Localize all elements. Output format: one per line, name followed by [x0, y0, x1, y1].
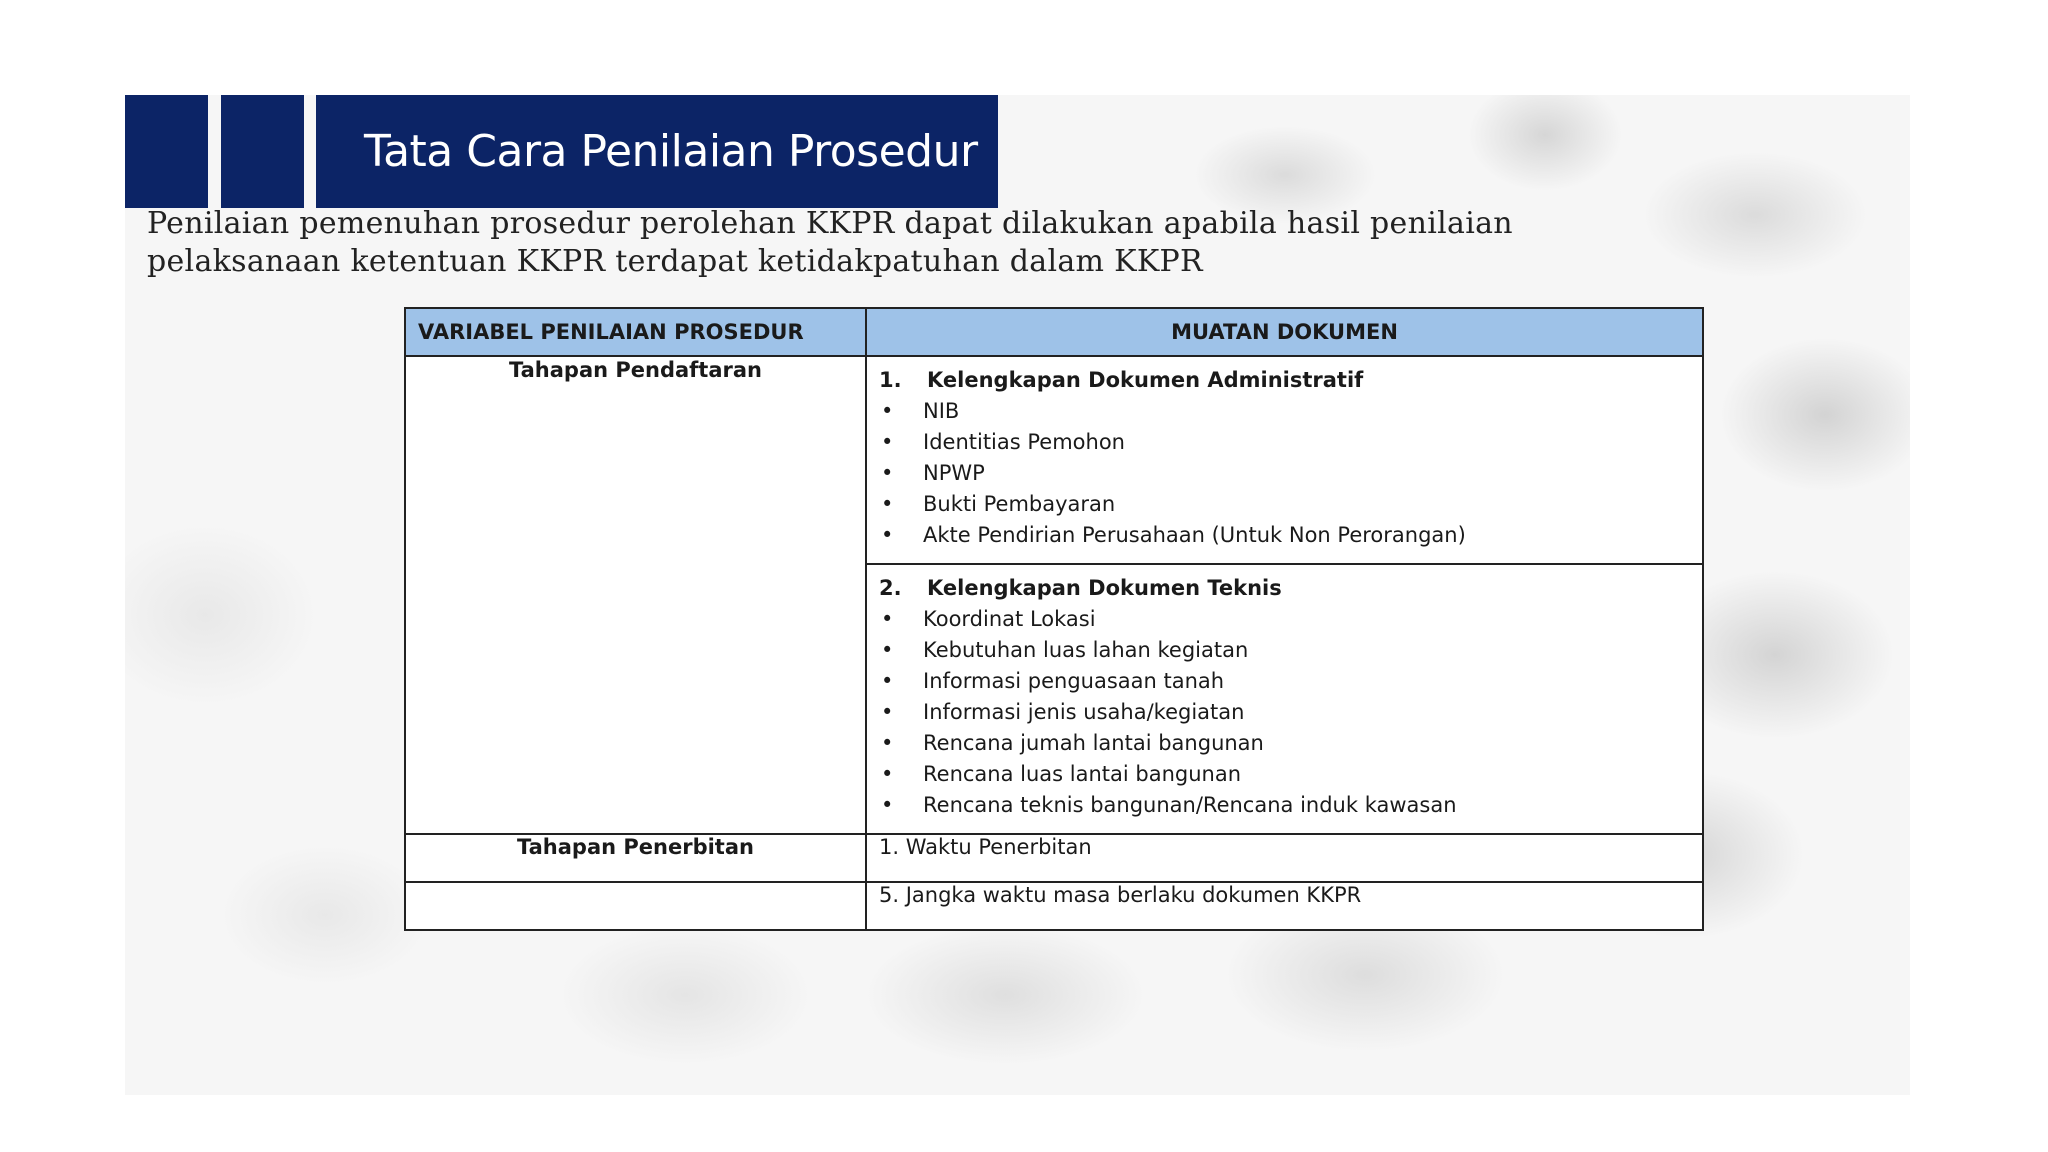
item-text: Rencana jumah lantai bangunan: [923, 731, 1264, 755]
bullet-icon: •: [881, 669, 894, 693]
header-accent-block-1: [125, 95, 208, 208]
list-item: [879, 759, 1690, 790]
bullet-icon: •: [881, 700, 894, 724]
group-heading: [879, 365, 1690, 396]
procedure-table: [404, 307, 1704, 931]
group-number: 1.: [879, 368, 902, 392]
stage-penerbitan: Tahapan Penerbitan: [405, 834, 866, 882]
stage-pendaftaran: Tahapan Pendaftaran: [405, 356, 866, 834]
bullet-icon: •: [881, 492, 894, 516]
item-text: Kebutuhan luas lahan kegiatan: [923, 638, 1249, 662]
table-row: [405, 834, 1703, 882]
item-list: [879, 396, 1690, 551]
list-item: [879, 790, 1690, 821]
slide: [125, 95, 1910, 1095]
list-item: [879, 604, 1690, 635]
table-row: [405, 356, 1703, 564]
bullet-icon: •: [881, 762, 894, 786]
header-muatan: MUATAN DOKUMEN: [866, 308, 1703, 356]
list-item: [879, 396, 1690, 427]
table-row: [405, 882, 1703, 930]
slide-title: Tata Cara Penilaian Prosedur: [364, 126, 978, 177]
bullet-icon: •: [881, 638, 894, 662]
list-item: [879, 427, 1690, 458]
item-text: Rencana teknis bangunan/Rencana induk kawasan: [923, 793, 1457, 817]
list-item: [879, 666, 1690, 697]
list-item: [879, 697, 1690, 728]
list-item: [879, 458, 1690, 489]
group-title: Kelengkapan Dokumen Teknis: [927, 576, 1282, 600]
penerbitan-row-2: 5. Jangka waktu masa berlaku dokumen KKPR: [866, 882, 1703, 930]
empty-stage-cell: [405, 882, 866, 930]
item-text: Informasi penguasaan tanah: [923, 669, 1225, 693]
group-number: 2.: [879, 576, 902, 600]
bullet-icon: •: [881, 523, 894, 547]
intro-line-1: Penilaian pemenuhan prosedur perolehan KKPR dapat dilakukan apabila hasil penilaian: [147, 206, 1513, 241]
intro-paragraph: [147, 205, 1747, 281]
list-item: [879, 728, 1690, 759]
item-text: Identitias Pemohon: [923, 430, 1125, 454]
bullet-icon: •: [881, 607, 894, 631]
group-teknis: [866, 564, 1703, 834]
group-title: Kelengkapan Dokumen Administratif: [927, 368, 1364, 392]
table-header-row: [405, 308, 1703, 356]
bullet-icon: •: [881, 430, 894, 454]
title-banner: [316, 95, 998, 208]
item-text: Rencana luas lantai bangunan: [923, 762, 1242, 786]
bullet-icon: •: [881, 461, 894, 485]
item-text: Informasi jenis usaha/kegiatan: [923, 700, 1245, 724]
header-accent-block-2: [221, 95, 304, 208]
penerbitan-row-1: 1. Waktu Penerbitan: [866, 834, 1703, 882]
header-variabel: VARIABEL PENILAIAN PROSEDUR: [405, 308, 866, 356]
item-text: Koordinat Lokasi: [923, 607, 1096, 631]
list-item: [879, 520, 1690, 551]
intro-line-2: pelaksanaan ketentuan KKPR terdapat ketidakpatuhan dalam KKPR: [147, 244, 1203, 279]
group-administratif: [866, 356, 1703, 564]
group-heading: [879, 573, 1690, 604]
bullet-icon: •: [881, 793, 894, 817]
item-text: Akte Pendirian Perusahaan (Untuk Non Perorangan): [923, 523, 1466, 547]
item-text: NPWP: [923, 461, 985, 485]
list-item: [879, 489, 1690, 520]
item-text: NIB: [923, 399, 960, 423]
list-item: [879, 635, 1690, 666]
bullet-icon: •: [881, 731, 894, 755]
item-text: Bukti Pembayaran: [923, 492, 1116, 516]
item-list: [879, 604, 1690, 821]
bullet-icon: •: [881, 399, 894, 423]
